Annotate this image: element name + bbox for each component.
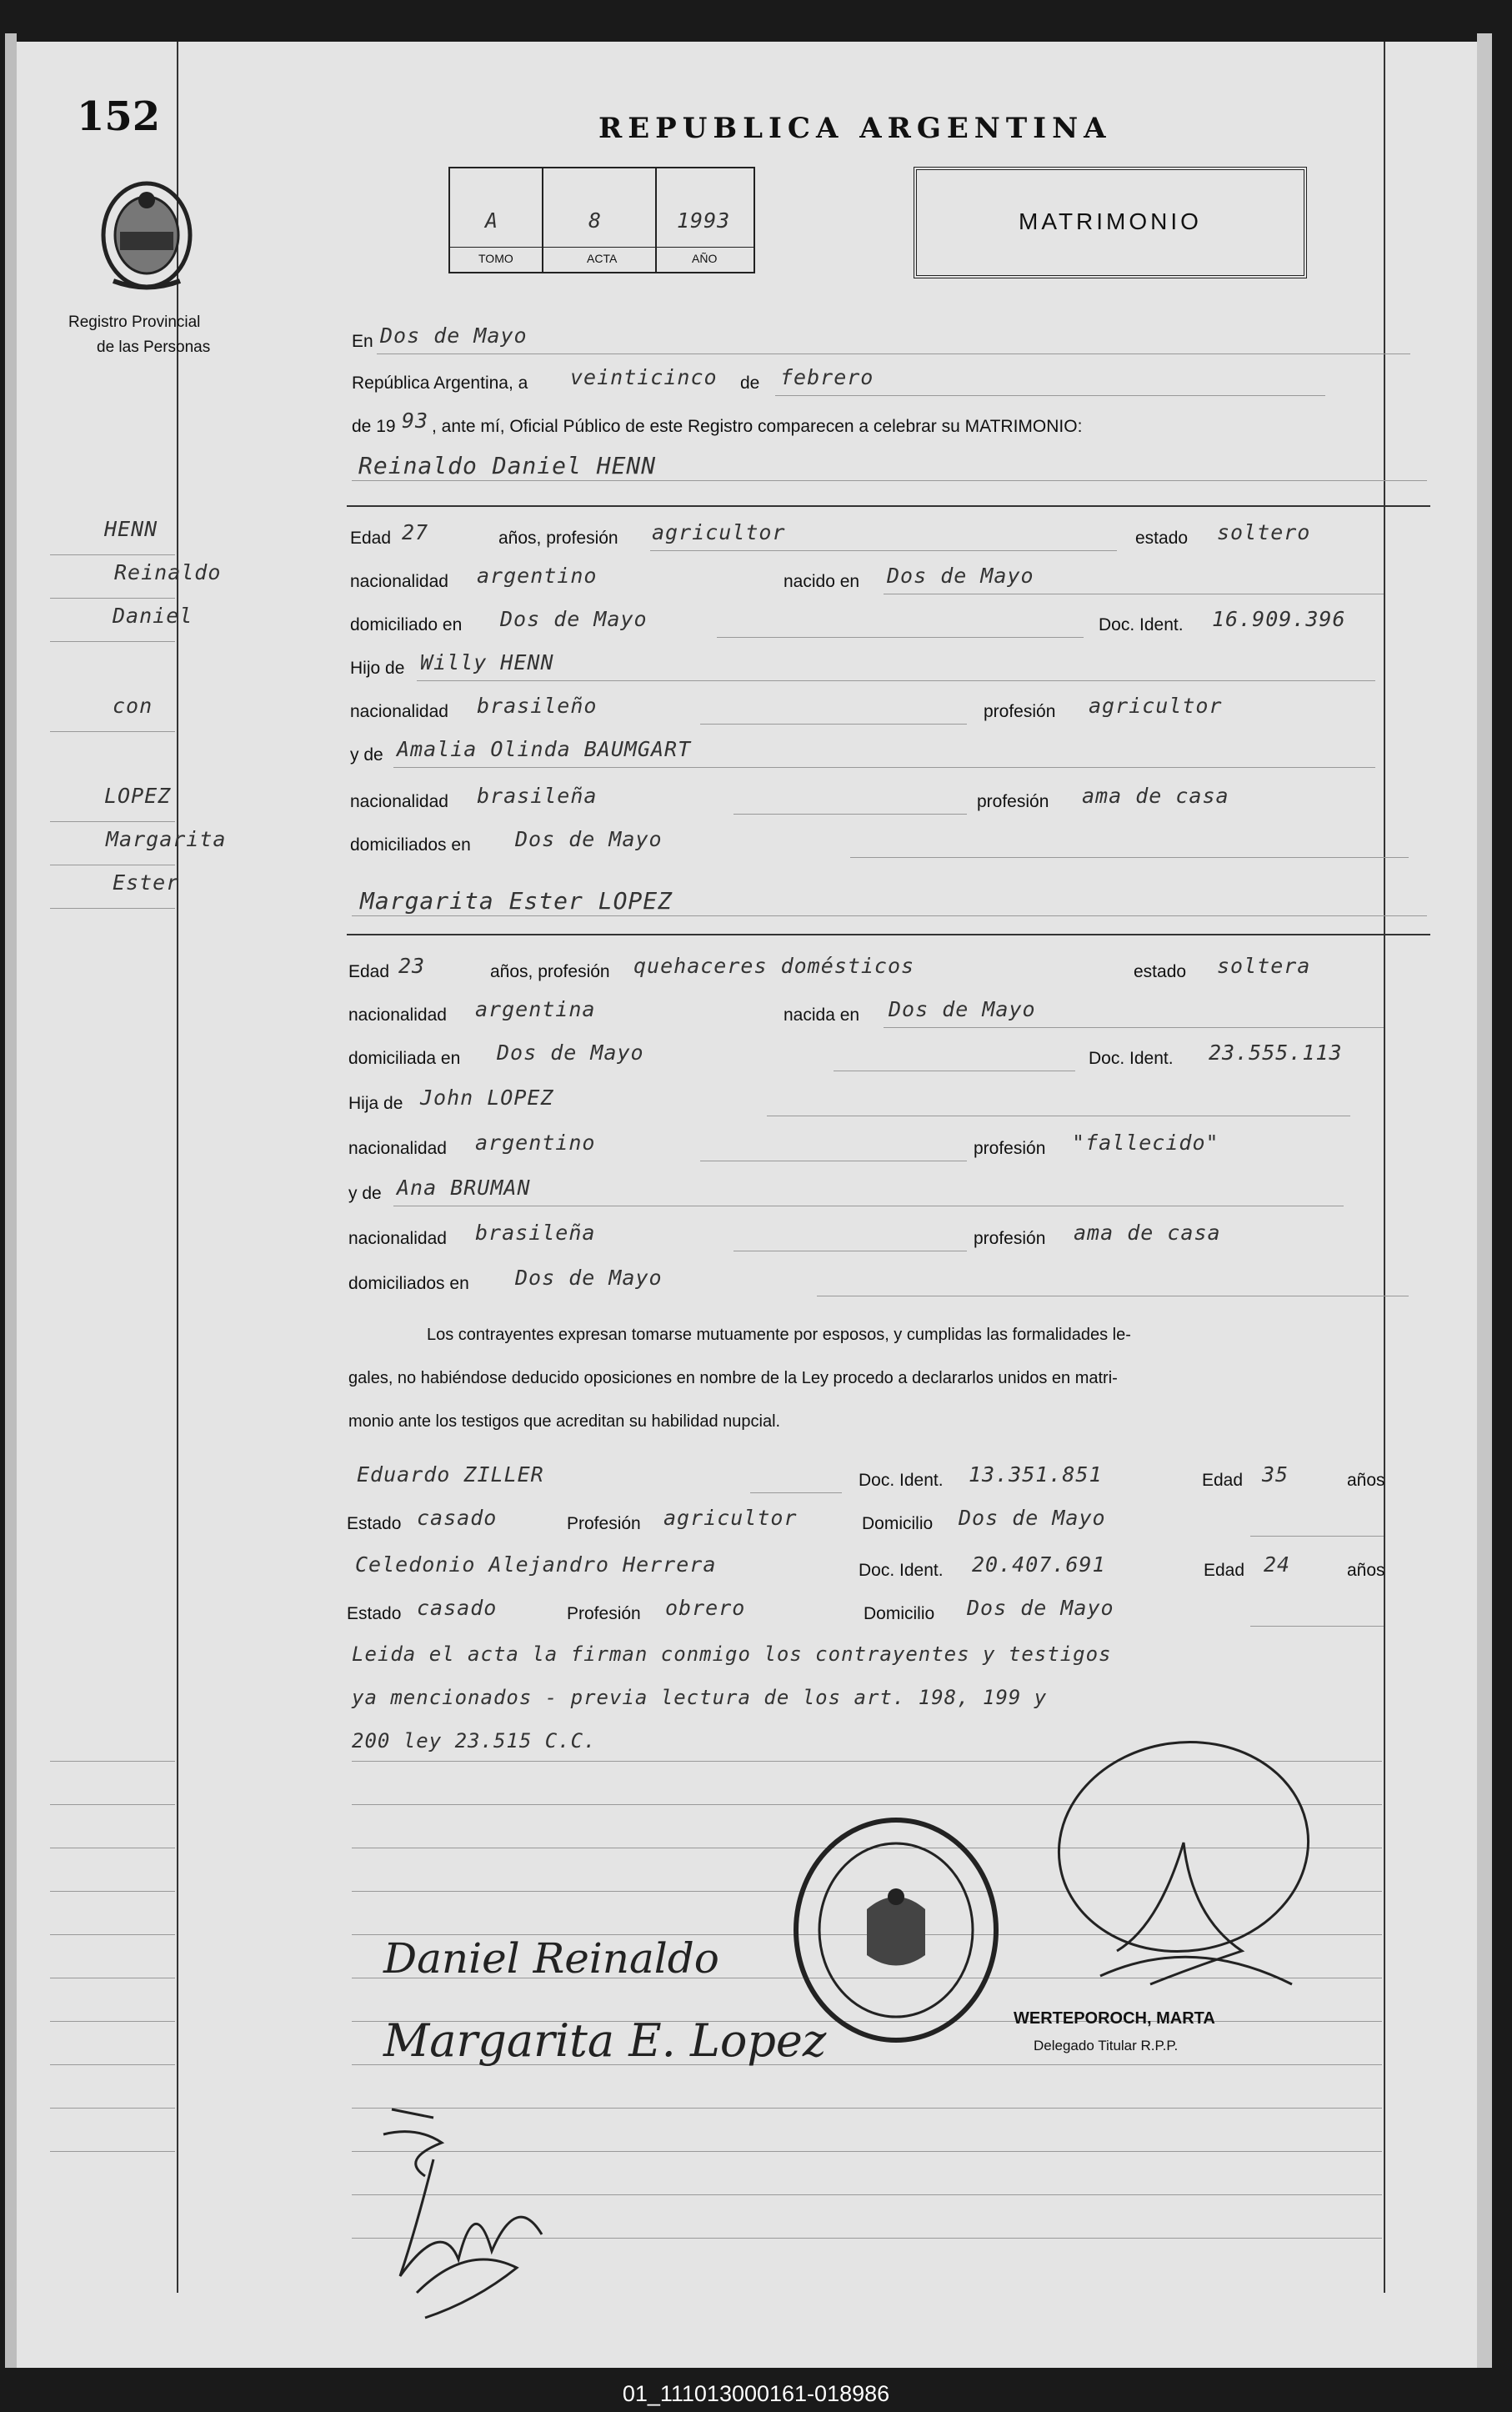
- groom-birthplace: Dos de Mayo: [887, 564, 1034, 588]
- margin-note-surname-bride: LOPEZ: [104, 784, 172, 808]
- margin-note-first-name-bride: Margarita: [106, 827, 227, 851]
- declaration-line-3: monio ante los testigos que acreditan su habilidad nupcial.: [348, 1412, 781, 1431]
- year-prefix: de 19: [352, 417, 396, 436]
- record-type-label: MATRIMONIO: [1019, 208, 1202, 234]
- witness-1-name: Eduardo ZILLER: [357, 1462, 544, 1487]
- bride-nacionalidad-label: nacionalidad: [348, 1005, 447, 1025]
- right-margin-rule: [1384, 42, 1385, 2293]
- bride-father: John LOPEZ: [420, 1086, 554, 1110]
- groom-civil-status: soltero: [1217, 520, 1311, 544]
- bride-doc-label: Doc. Ident.: [1089, 1049, 1174, 1068]
- groom-domicile: Dos de Mayo: [500, 607, 648, 631]
- page-number: 152: [77, 93, 161, 140]
- groom-age: 27: [402, 520, 429, 544]
- officer-name: WERTEPOROCH, MARTA: [1014, 2009, 1215, 2028]
- witness-2-estado-label: Estado: [347, 1604, 402, 1623]
- coat-of-arms-emblem: [97, 177, 197, 298]
- witness-1-anos-label: años: [1347, 1471, 1385, 1490]
- witness-1-estado-label: Estado: [347, 1514, 402, 1533]
- witness-2-doc: 20.407.691: [972, 1552, 1106, 1577]
- groom-father-nationality: brasileño: [477, 694, 598, 718]
- bride-parents-domicile: Dos de Mayo: [515, 1266, 663, 1290]
- bride-doc-number: 23.555.113: [1209, 1041, 1343, 1065]
- closing-note-line-2: ya mencionados - previa lectura de los art. 198, 199 y: [352, 1686, 1048, 1709]
- groom-domiciliados-label: domiciliados en: [350, 835, 471, 855]
- bride-anos-label: años, profesión: [490, 962, 610, 981]
- groom-parents-domicile: Dos de Mayo: [515, 827, 663, 851]
- witness-2-prof-label: Profesión: [567, 1604, 641, 1623]
- bride-estado-label: estado: [1134, 962, 1187, 981]
- acta-label: ACTA: [587, 252, 618, 265]
- tomo-label: TOMO: [478, 252, 513, 265]
- record-type-box: [914, 167, 1307, 278]
- groom-nacido-label: nacido en: [784, 572, 860, 591]
- groom-hijo-label: Hijo de: [350, 659, 405, 678]
- bride-age: 23: [398, 954, 426, 978]
- ano-label: AÑO: [692, 252, 718, 265]
- bride-father-nat-label: nacionalidad: [348, 1139, 447, 1158]
- bride-nacida-label: nacida en: [784, 1005, 860, 1025]
- tomo-value: A: [485, 208, 499, 233]
- witness-1-prof-label: Profesión: [567, 1514, 641, 1533]
- witness-2-edad-label: Edad: [1204, 1561, 1245, 1580]
- groom-yde-label: y de: [350, 745, 383, 765]
- bride-father-nationality: argentino: [475, 1131, 596, 1155]
- bride-signature: Margarita E. Lopez: [383, 2014, 827, 2067]
- bride-birthplace: Dos de Mayo: [889, 997, 1036, 1021]
- groom-father-nat-label: nacionalidad: [350, 702, 448, 721]
- en-label: En: [352, 332, 373, 351]
- witness-2-dom-label: Domicilio: [864, 1604, 935, 1623]
- closing-note-line-3: 200 ley 23.515 C.C.: [352, 1729, 597, 1753]
- groom-full-name: Reinaldo Daniel HENN: [358, 452, 657, 479]
- place-value: Dos de Mayo: [380, 323, 528, 348]
- bride-section-rule: [347, 934, 1430, 935]
- bride-mother-prof-label: profesión: [974, 1229, 1046, 1248]
- groom-edad-label: Edad: [350, 529, 392, 548]
- left-margin-rule: [177, 42, 178, 2293]
- groom-doc-number: 16.909.396: [1212, 607, 1346, 631]
- witness-2-profession: obrero: [665, 1596, 746, 1620]
- month-value: febrero: [780, 365, 874, 389]
- acta-value: 8: [588, 208, 603, 233]
- groom-mother-prof-label: profesión: [977, 792, 1049, 811]
- de-label: de: [740, 374, 760, 393]
- bride-edad-label: Edad: [348, 962, 390, 981]
- groom-mother: Amalia Olinda BAUMGART: [397, 737, 692, 761]
- margin-note-middle-name-bride: Ester: [113, 870, 180, 895]
- groom-mother-nat-label: nacionalidad: [350, 792, 448, 811]
- bride-father-profession: "fallecido": [1072, 1131, 1219, 1155]
- book-spine: [1477, 33, 1492, 2368]
- document-id-footer: 01_111013000161-018986: [622, 2381, 890, 2406]
- bride-mother: Ana BRUMAN: [397, 1176, 531, 1200]
- declaration-line-2: gales, no habiéndose deducido oposiciones en nombre de la Ley procedo a declararlos unidos en matri-: [348, 1369, 1118, 1387]
- declaration-line-1: Los contrayentes expresan tomarse mutuamente por esposos, y cumplidas las formalidades le-: [427, 1326, 1131, 1344]
- witness-signatures: [367, 2093, 583, 2330]
- witness-2-anos-label: años: [1347, 1561, 1385, 1580]
- registry-name-line2: de las Personas: [97, 338, 211, 356]
- groom-father: Willy HENN: [420, 650, 554, 674]
- day-value: veinticinco: [570, 365, 718, 389]
- record-index-box: [448, 167, 755, 273]
- margin-note-first-name-groom: Reinaldo: [114, 560, 222, 584]
- witness-2-doc-label: Doc. Ident.: [859, 1561, 944, 1580]
- country-heading: REPUBLICA ARGENTINA: [598, 112, 1112, 145]
- ano-value: 1993: [677, 208, 731, 233]
- bride-domicile: Dos de Mayo: [497, 1041, 644, 1065]
- witness-1-domicile: Dos de Mayo: [959, 1506, 1106, 1530]
- groom-mother-profession: ama de casa: [1082, 784, 1229, 808]
- groom-nationality: argentino: [477, 564, 598, 588]
- bride-mother-profession: ama de casa: [1074, 1221, 1221, 1245]
- witness-2-age: 24: [1264, 1552, 1291, 1577]
- witness-1-dom-label: Domicilio: [862, 1514, 934, 1533]
- bride-profession: quehaceres domésticos: [633, 954, 915, 978]
- margin-note-con: con: [113, 694, 153, 718]
- witness-2-status: casado: [417, 1596, 498, 1620]
- register-page: [17, 42, 1492, 2368]
- groom-domiciliado-label: domiciliado en: [350, 615, 463, 634]
- officer-title: Delegado Titular R.P.P.: [1034, 2038, 1179, 2053]
- bride-civil-status: soltera: [1217, 954, 1311, 978]
- witness-1-age: 35: [1262, 1462, 1289, 1487]
- registry-name-line1: Registro Provincial: [68, 313, 201, 331]
- bride-domiciliados-label: domiciliados en: [348, 1274, 469, 1293]
- witness-1-profession: agricultor: [663, 1506, 798, 1530]
- witness-2-name: Celedonio Alejandro Herrera: [355, 1552, 717, 1577]
- margin-note-surname-groom: HENN: [104, 517, 158, 541]
- bride-mother-nationality: brasileña: [475, 1221, 596, 1245]
- groom-father-prof-label: profesión: [984, 702, 1056, 721]
- groom-anos-label: años, profesión: [498, 529, 618, 548]
- witness-1-doc: 13.351.851: [969, 1462, 1103, 1487]
- closing-note-line-1: Leida el acta la firman conmigo los contrayentes y testigos: [352, 1642, 1112, 1666]
- groom-doc-label: Doc. Ident.: [1099, 615, 1184, 634]
- bride-hija-label: Hija de: [348, 1094, 403, 1113]
- witness-2-domicile: Dos de Mayo: [967, 1596, 1114, 1620]
- groom-estado-label: estado: [1135, 529, 1189, 548]
- bride-yde-label: y de: [348, 1184, 382, 1203]
- intro-sentence: , ante mí, Oficial Público de este Registro comparecen a celebrar su MATRIMONIO:: [432, 417, 1083, 436]
- bride-mother-nat-label: nacionalidad: [348, 1229, 447, 1248]
- republica-label: República Argentina, a: [352, 374, 528, 393]
- bride-full-name: Margarita Ester LOPEZ: [360, 887, 673, 915]
- bride-father-prof-label: profesión: [974, 1139, 1046, 1158]
- witness-1-status: casado: [417, 1506, 498, 1530]
- bride-nationality: argentina: [475, 997, 596, 1021]
- groom-nacionalidad-label: nacionalidad: [350, 572, 448, 591]
- bride-domiciliada-label: domiciliada en: [348, 1049, 461, 1068]
- groom-profession: agricultor: [652, 520, 786, 544]
- officer-signature: [1025, 1734, 1325, 2038]
- year-suffix: 93: [402, 409, 429, 433]
- groom-mother-nationality: brasileña: [477, 784, 598, 808]
- groom-father-profession: agricultor: [1089, 694, 1223, 718]
- margin-note-middle-name-groom: Daniel: [113, 604, 193, 628]
- witness-1-edad-label: Edad: [1202, 1471, 1244, 1490]
- groom-section-rule: [347, 505, 1430, 507]
- page-edge: [5, 33, 17, 2368]
- witness-1-doc-label: Doc. Ident.: [859, 1471, 944, 1490]
- groom-signature: Daniel Reinaldo: [383, 1934, 719, 1983]
